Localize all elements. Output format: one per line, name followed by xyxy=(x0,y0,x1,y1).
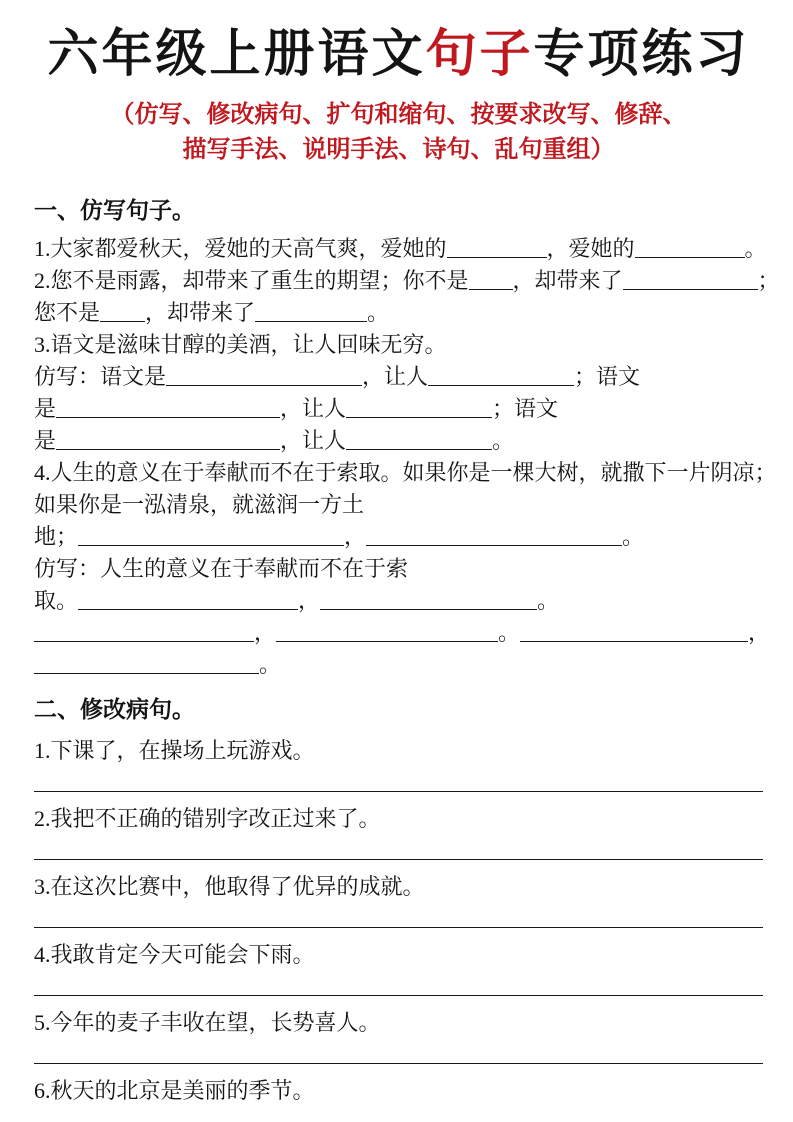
worksheet-line xyxy=(34,617,771,649)
page-subtitle-line1: （仿写、修改病句、扩句和缩句、按要求改写、修辞、 xyxy=(110,102,687,128)
answer-line xyxy=(34,859,763,860)
text-run: 。 xyxy=(537,588,560,613)
text-run: 地； xyxy=(34,524,79,549)
worksheet-line xyxy=(34,361,763,393)
answer-line xyxy=(34,995,763,996)
page-title-highlight: 句子 xyxy=(425,27,534,83)
correction-item xyxy=(34,873,763,928)
text-run: ，爱她的 xyxy=(546,236,635,261)
correction-item-text: 5.今年的麦子丰收在望，长势喜人。 xyxy=(34,1010,381,1035)
text-run: ，却带来了 xyxy=(145,300,256,325)
text-run: 4.人生的意义在于奉献而不在于索取。如果你是一棵大树，就撒下一片阴凉； xyxy=(34,460,777,485)
answer-blank xyxy=(255,300,367,322)
text-run: 取。 xyxy=(34,588,79,613)
worksheet-line xyxy=(34,329,763,361)
page-title xyxy=(34,24,763,86)
text-run: 2.您不是雨露，却带来了重生的期望；你不是 xyxy=(34,268,469,293)
answer-blank xyxy=(78,524,344,546)
answer-blank xyxy=(346,428,492,450)
correction-item-text: 1.下课了，在操场上玩游戏。 xyxy=(34,738,315,763)
text-run: 仿写：人生的意义在于奉献而不在于索 xyxy=(34,556,409,581)
worksheet-line xyxy=(34,233,767,265)
worksheet-line xyxy=(34,297,763,329)
worksheet-line xyxy=(34,521,763,553)
text-run: ， xyxy=(298,588,321,613)
worksheet-line xyxy=(34,649,763,681)
text-run: 3.语文是滋味甘醇的美酒，让人回味无穷。 xyxy=(34,332,447,357)
text-run: 您不是 xyxy=(34,300,101,325)
text-run: 。 xyxy=(744,236,767,261)
worksheet-line xyxy=(34,265,780,297)
text-run: ，让人 xyxy=(280,428,347,453)
text-run: ，却带来了 xyxy=(512,268,623,293)
text-run: 是 xyxy=(34,428,57,453)
answer-line xyxy=(34,927,763,928)
correction-item xyxy=(34,1077,763,1105)
page-subtitle xyxy=(34,98,763,168)
text-run: 是 xyxy=(34,396,57,421)
text-run: 。 xyxy=(259,652,282,677)
correction-item xyxy=(34,805,763,860)
correction-item-text: 6.秋天的北京是美丽的季节。 xyxy=(34,1078,315,1103)
text-run: ；语文 xyxy=(492,396,559,421)
answer-blank xyxy=(78,588,298,610)
answer-blank xyxy=(346,396,492,418)
answer-line xyxy=(34,791,763,792)
text-run: ； xyxy=(757,268,780,293)
worksheet-line xyxy=(34,489,763,521)
text-run: 。 xyxy=(498,620,521,645)
text-run: ；语文 xyxy=(574,364,641,389)
answer-blank xyxy=(56,396,280,418)
text-run: 。 xyxy=(622,524,645,549)
answer-blank xyxy=(320,588,537,610)
correction-item xyxy=(34,1009,763,1064)
answer-blank xyxy=(635,236,745,258)
page-subtitle-line2: 描写手法、说明手法、诗句、乱句重组） xyxy=(182,137,615,163)
section-heading-imitation: 一、仿写句子。 xyxy=(34,198,195,223)
correction-item-text: 3.在这次比赛中，他取得了优异的成就。 xyxy=(34,874,425,899)
section-imitation-body xyxy=(34,233,780,681)
answer-blank xyxy=(623,268,758,290)
answer-blank xyxy=(447,236,547,258)
correction-item xyxy=(34,941,763,996)
correction-item-text: 2.我把不正确的错别字改正过来了。 xyxy=(34,806,381,831)
answer-blank xyxy=(34,620,254,642)
text-run: ， xyxy=(254,620,277,645)
answer-blank xyxy=(366,524,622,546)
text-run: ， xyxy=(748,620,771,645)
answer-blank xyxy=(428,364,574,386)
text-run: 。 xyxy=(492,428,515,453)
answer-blank xyxy=(56,428,280,450)
answer-blank xyxy=(34,652,259,674)
worksheet-line xyxy=(34,585,763,617)
answer-blank xyxy=(100,300,145,322)
text-run: 1.大家都爱秋天，爱她的天高气爽，爱她的 xyxy=(34,236,447,261)
section-heading-correction: 二、修改病句。 xyxy=(34,697,195,722)
text-run: ，让人 xyxy=(362,364,429,389)
section-correction-body xyxy=(34,737,763,1105)
correction-item xyxy=(34,737,763,792)
answer-blank xyxy=(276,620,498,642)
worksheet-line xyxy=(34,425,763,457)
text-run: 仿写：语文是 xyxy=(34,364,167,389)
answer-line xyxy=(34,1063,763,1064)
worksheet-line xyxy=(34,457,777,489)
answer-blank xyxy=(469,268,513,290)
worksheet-line xyxy=(34,553,763,585)
page-title-part1: 六年级上册语文 xyxy=(47,27,426,83)
correction-item-text: 4.我敢肯定今天可能会下雨。 xyxy=(34,942,315,967)
text-run: ， xyxy=(344,524,367,549)
text-run: ，让人 xyxy=(280,396,347,421)
page-title-part2: 专项练习 xyxy=(533,27,750,83)
text-run: 。 xyxy=(367,300,390,325)
answer-blank xyxy=(520,620,748,642)
worksheet-line xyxy=(34,393,763,425)
answer-blank xyxy=(166,364,362,386)
text-run: 如果你是一泓清泉，就滋润一方土 xyxy=(34,492,365,517)
